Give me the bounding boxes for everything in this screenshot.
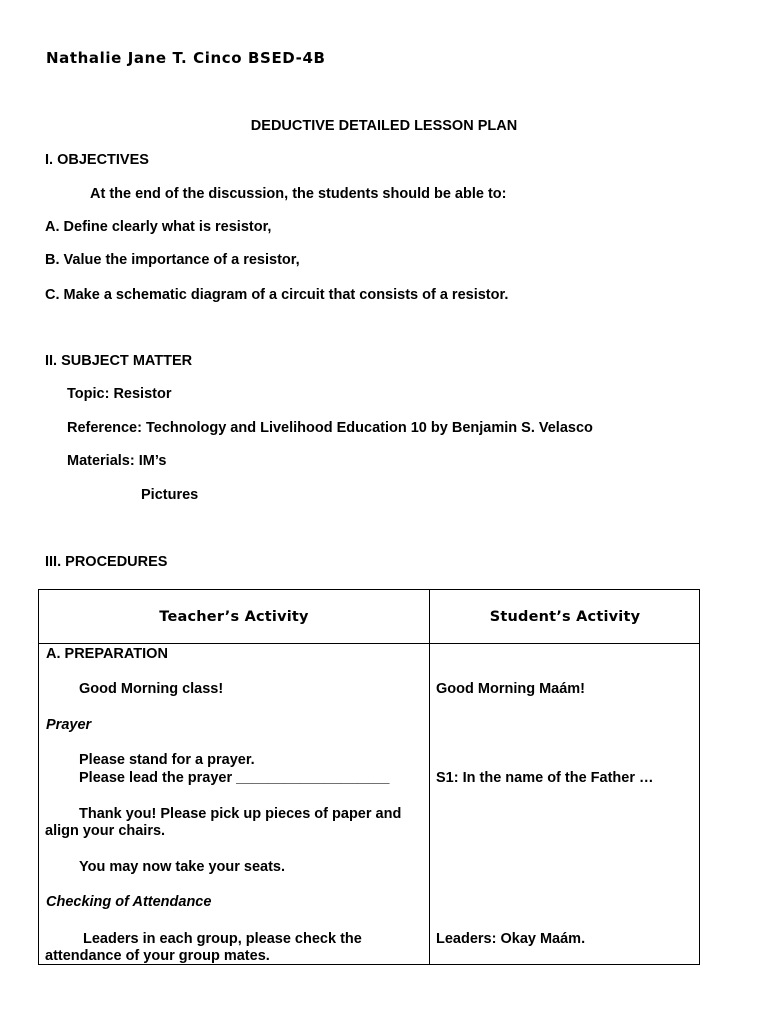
procedures-table bbox=[38, 589, 700, 965]
leaders-line1: Leaders in each group, please check the bbox=[83, 931, 362, 947]
preparation-label: A. PREPARATION bbox=[46, 646, 168, 662]
header-teacher-activity: Teacher’s Activity bbox=[159, 609, 309, 625]
prayer-label: Prayer bbox=[46, 717, 92, 733]
subject-materials: Materials: IM’s bbox=[67, 453, 167, 469]
objective-item-b: B. Value the importance of a resistor, bbox=[45, 252, 300, 268]
attendance-label: Checking of Attendance bbox=[46, 894, 212, 910]
document-title: DEDUCTIVE DETAILED LESSON PLAN bbox=[250, 118, 518, 134]
table-column-divider bbox=[429, 590, 430, 964]
student-prayer: S1: In the name of the Father … bbox=[436, 770, 654, 786]
pick-paper-line2: align your chairs. bbox=[45, 823, 166, 839]
subject-topic: Topic: Resistor bbox=[67, 386, 172, 402]
objectives-intro: At the end of the discussion, the students should be able to: bbox=[90, 186, 507, 202]
objective-item-c: C. Make a schematic diagram of a circuit that consists of a resistor. bbox=[45, 287, 509, 303]
prayer-stand: Please stand for a prayer. bbox=[79, 752, 255, 768]
student-greeting: Good Morning Maám! bbox=[436, 681, 586, 697]
subject-reference: Reference: Technology and Livelihood Education 10 by Benjamin S. Velasco bbox=[67, 420, 593, 436]
leaders-line2: attendance of your group mates. bbox=[45, 948, 270, 964]
table-header-divider bbox=[39, 643, 699, 644]
teacher-greeting: Good Morning class! bbox=[79, 681, 224, 697]
objectives-heading: I. OBJECTIVES bbox=[45, 152, 149, 168]
subject-materials-pictures: Pictures bbox=[141, 487, 199, 503]
subject-matter-heading: II. SUBJECT MATTER bbox=[45, 353, 193, 369]
author-line: Nathalie Jane T. Cinco BSED-4B bbox=[46, 49, 326, 67]
take-seats: You may now take your seats. bbox=[79, 859, 286, 875]
prayer-lead: Please lead the prayer ___________________ bbox=[79, 770, 390, 786]
pick-paper-line1: Thank you! Please pick up pieces of paper and bbox=[79, 806, 402, 822]
procedures-heading: III. PROCEDURES bbox=[45, 554, 168, 570]
student-leaders: Leaders: Okay Maám. bbox=[436, 931, 586, 947]
objective-item-a: A. Define clearly what is resistor, bbox=[45, 219, 272, 235]
header-student-activity: Student’s Activity bbox=[489, 609, 641, 625]
